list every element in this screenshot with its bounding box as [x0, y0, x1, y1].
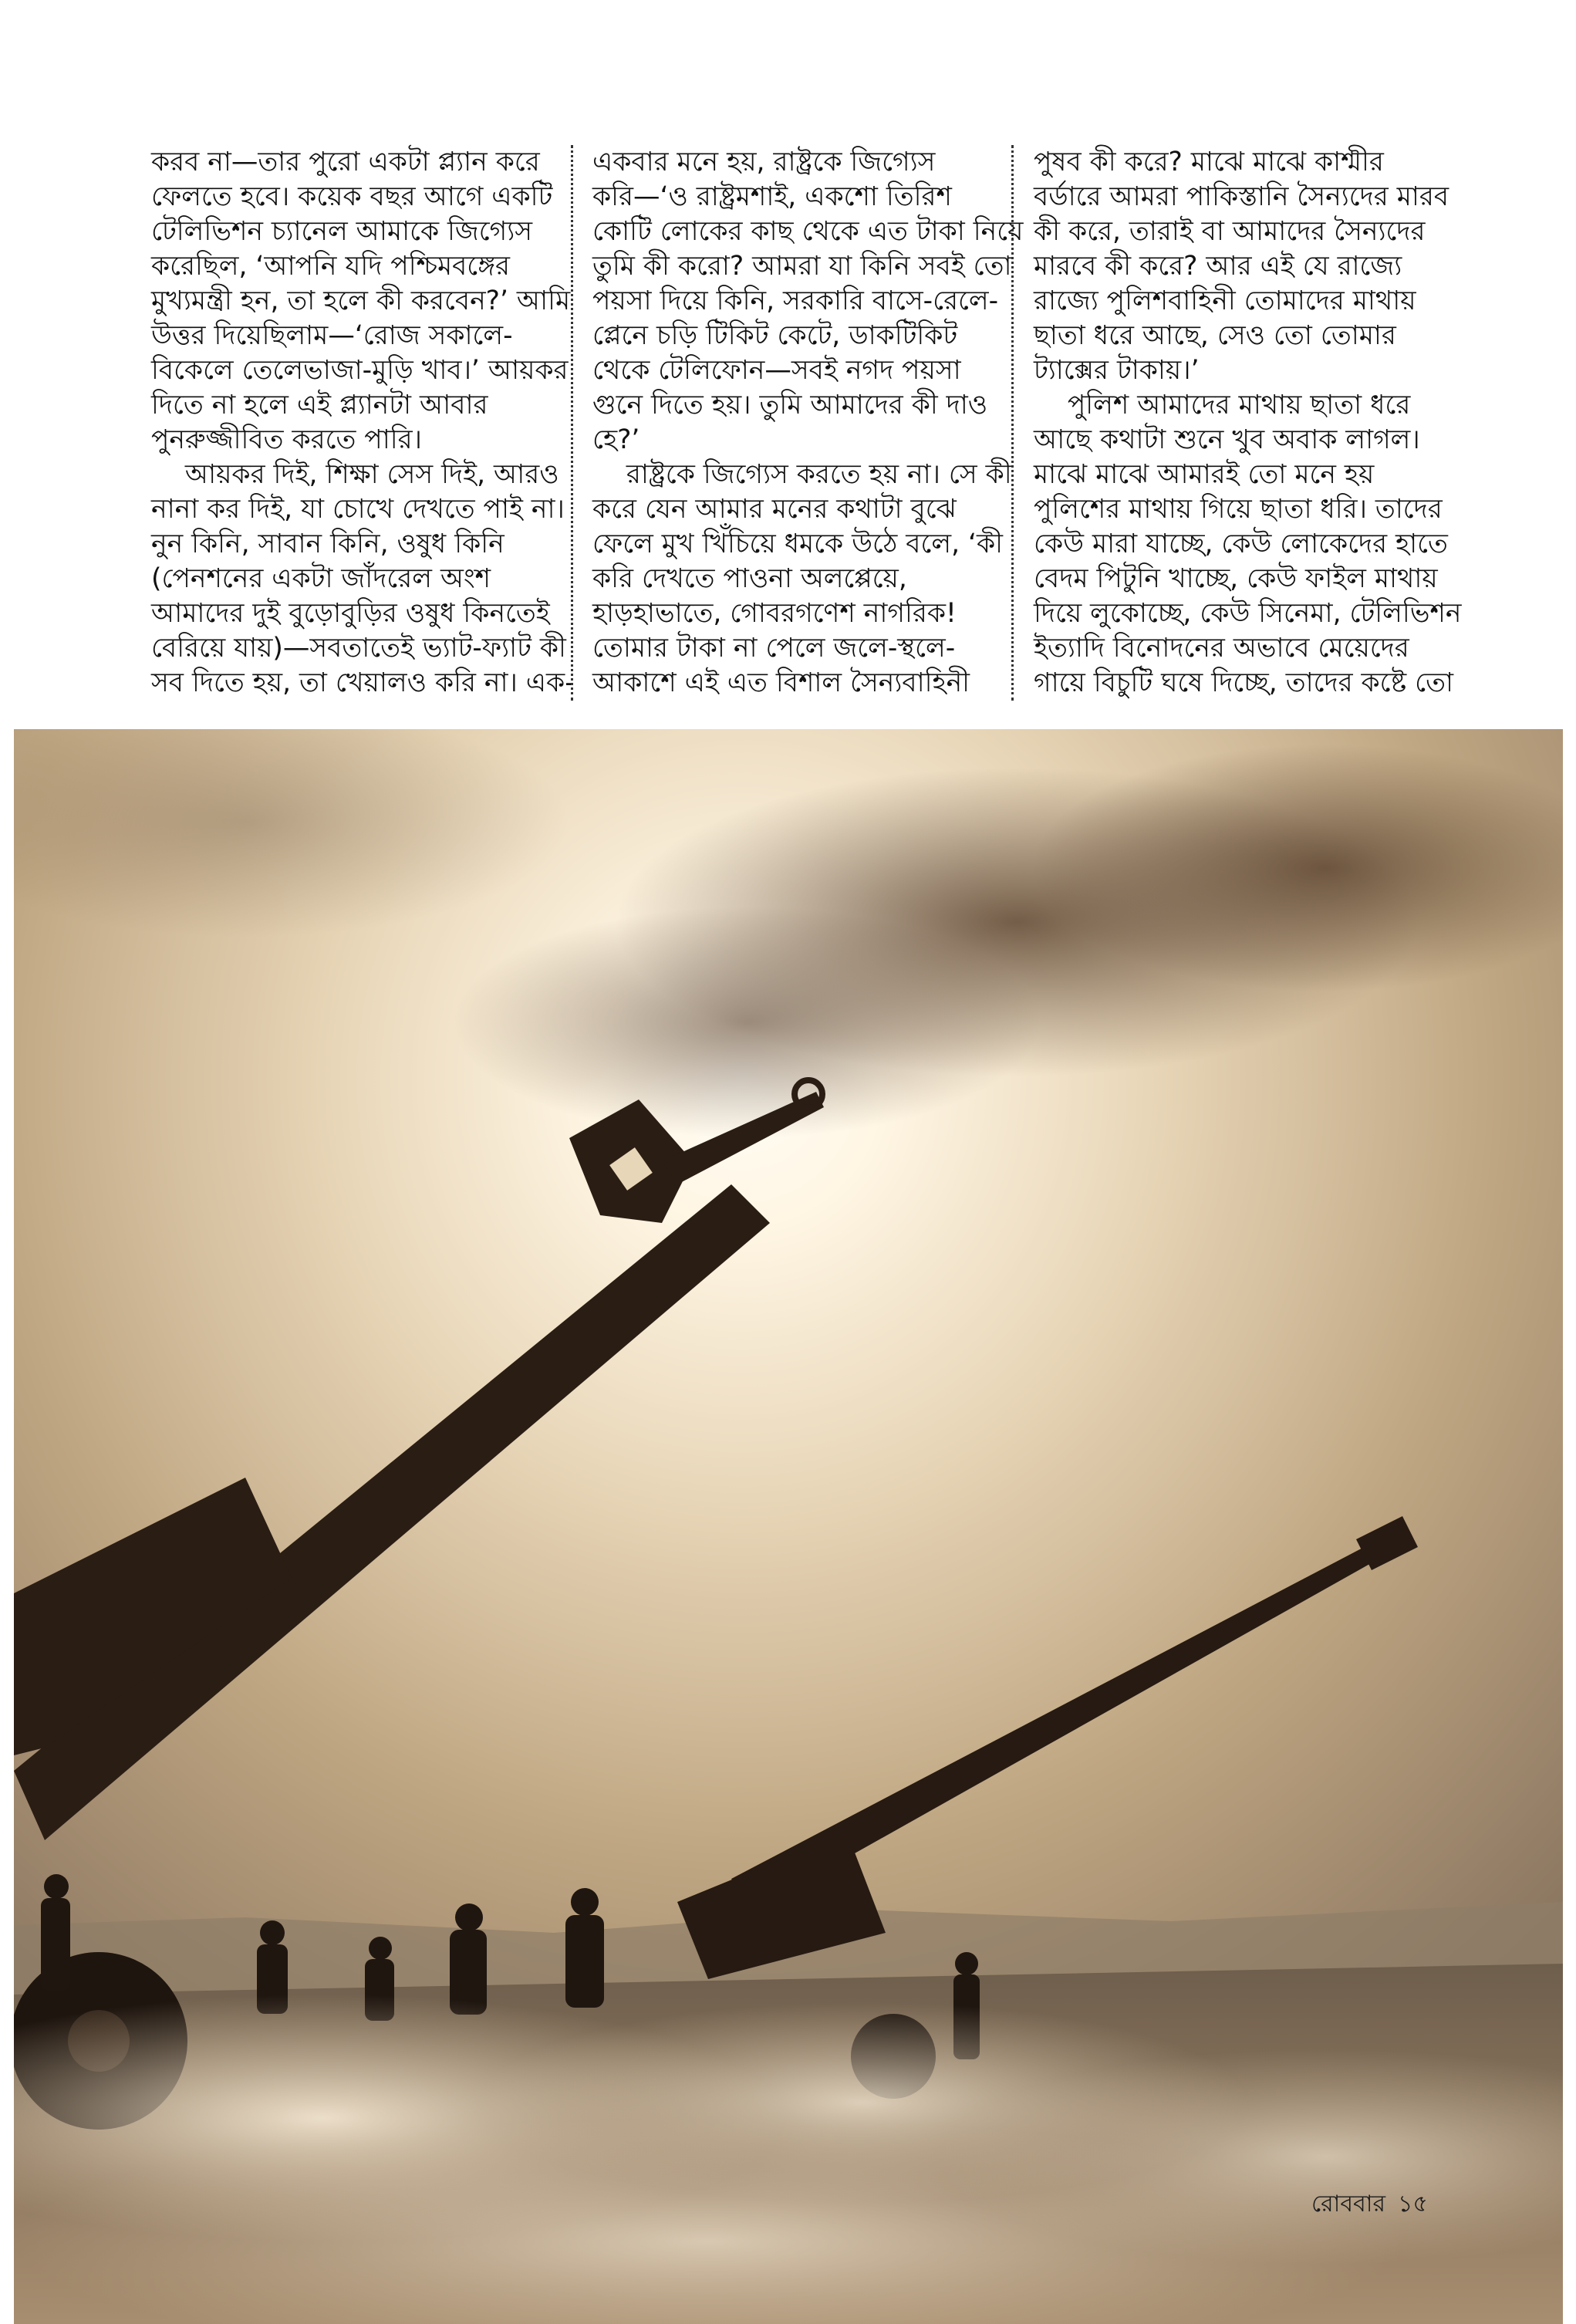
article-line: মারবে কী করে? আর এই যে রাজ্যে: [1034, 251, 1402, 282]
article-line: দিয়ে লুকোচ্ছে, কেউ সিনেমা, টেলিভিশন: [1034, 598, 1462, 629]
article-line: করি দেখতে পাওনা অলপ্পেয়ে,: [592, 563, 907, 594]
article-line: দিতে না হলে এই প্ল্যানটা আবার: [151, 390, 488, 421]
page-folio: [1311, 2185, 1440, 2224]
column-divider-1: [571, 145, 573, 701]
article-line: নুন কিনি, সাবান কিনি, ওষুধ কিনি: [151, 529, 505, 559]
article-line: উত্তর দিয়েছিলাম—‘রোজ সকালে-: [151, 320, 513, 351]
magazine-name: রোববার: [1311, 2191, 1385, 2218]
article-line: হাড়হাভাতে, গোবরগণেশ নাগরিক!: [592, 598, 957, 629]
page-number: ১৫: [1397, 2191, 1428, 2218]
article-line: আছে কথাটা শুনে খুব অবাক লাগল।: [1034, 424, 1420, 455]
article-line: একবার মনে হয়, রাষ্ট্রকে জিগ্যেস: [592, 147, 936, 177]
article-line: ছাতা ধরে আছে, সেও তো তোমার: [1034, 320, 1396, 351]
article-line: ফেলে মুখ খিঁচিয়ে ধমকে উঠে বলে, ‘কী: [592, 529, 1003, 559]
article-line: পুনরুজ্জীবিত করতে পারি।: [151, 424, 422, 455]
article-line: মুখ্যমন্ত্রী হন, তা হলে কী করবেন?’ আমি: [151, 285, 571, 316]
article-column-1: [151, 145, 575, 701]
article-line: করব না—তার পুরো একটা প্ল্যান করে: [151, 147, 540, 177]
article-line: করে যেন আমার মনের কথাটা বুঝে: [592, 494, 957, 525]
article-line: পুলিশের মাথায় গিয়ে ছাতা ধরি। তাদের: [1034, 494, 1443, 525]
article-line: আকাশে এই এত বিশাল সৈন্যবাহিনী: [592, 667, 970, 698]
article-line: হে?’: [592, 424, 640, 455]
article-column-3: [1034, 145, 1466, 701]
article-line: পুলিশ আমাদের মাথায় ছাতা ধরে: [1034, 390, 1411, 421]
column-divider-2: [1011, 145, 1014, 701]
article-line: পুষব কী করে? মাঝে মাঝে কাশ্মীর: [1034, 147, 1384, 177]
article-line: আয়কর দিই, শিক্ষা সেস দিই, আরও: [151, 459, 559, 490]
article-line: আমাদের দুই বুড়োবুড়ির ওষুধ কিনতেই: [151, 598, 550, 629]
artillery-photo: [14, 729, 1563, 2324]
article-line: মাঝে মাঝে আমারই তো মনে হয়: [1034, 459, 1375, 490]
article-line: প্লেনে চড়ি টিকিট কেটে, ডাকটিকিট: [592, 320, 958, 351]
article-line: পয়সা দিয়ে কিনি, সরকারি বাসে-রেলে-: [592, 285, 999, 316]
article-line: কেউ মারা যাচ্ছে, কেউ লোকেদের হাতে: [1034, 529, 1448, 559]
article-line: বর্ডারে আমরা পাকিস্তানি সৈন্যদের মারব: [1034, 181, 1449, 212]
article-line: বেরিয়ে যায়)—সবতাতেই ভ্যাট-ফ্যাট কী: [151, 633, 566, 664]
article-line: ট্যাক্সের টাকায়।’: [1034, 355, 1200, 386]
article-line: ফেলতে হবে। কয়েক বছর আগে একটি: [151, 181, 553, 212]
article-line: কোটি লোকের কাছ থেকে এত টাকা নিয়ে: [592, 216, 1024, 247]
article-line: তুমি কী করো? আমরা যা কিনি সবই তো: [592, 251, 1012, 282]
article-line: রাষ্ট্রকে জিগ্যেস করতে হয় না। সে কী: [592, 459, 1012, 490]
article-line: টেলিভিশন চ্যানেল আমাকে জিগ্যেস: [151, 216, 533, 247]
article-line: বেদম পিটুনি খাচ্ছে, কেউ ফাইল মাথায়: [1034, 563, 1438, 594]
article-line: বিকেলে তেলেভাজা-মুড়ি খাব।’ আয়কর: [151, 355, 569, 386]
article-line: (পেনশনের একটা জাঁদরেল অংশ: [151, 563, 491, 594]
article-column-2: [592, 145, 1024, 701]
article-line: ইত্যাদি বিনোদনের অভাবে মেয়েদের: [1034, 633, 1409, 664]
article-line: সব দিতে হয়, তা খেয়ালও করি না। এক-: [151, 667, 575, 698]
article-line: রাজ্যে পুলিশবাহিনী তোমাদের মাথায়: [1034, 285, 1416, 316]
article-line: গুনে দিতে হয়। তুমি আমাদের কী দাও: [592, 390, 988, 421]
article-line: গায়ে বিচুটি ঘষে দিচ্ছে, তাদের কষ্টে তো: [1034, 667, 1454, 698]
article-line: করি—‘ও রাষ্ট্রমশাই, একশো তিরিশ: [592, 181, 952, 212]
article-line: নানা কর দিই, যা চোখে দেখতে পাই না।: [151, 494, 565, 525]
article-line: করেছিল, ‘আপনি যদি পশ্চিমবঙ্গের: [151, 251, 511, 282]
article-line: থেকে টেলিফোন—সবই নগদ পয়সা: [592, 355, 961, 386]
article-line: তোমার টাকা না পেলে জলে-স্থলে-: [592, 633, 956, 664]
article-line: কী করে, তারাই বা আমাদের সৈন্যদের: [1034, 216, 1426, 247]
